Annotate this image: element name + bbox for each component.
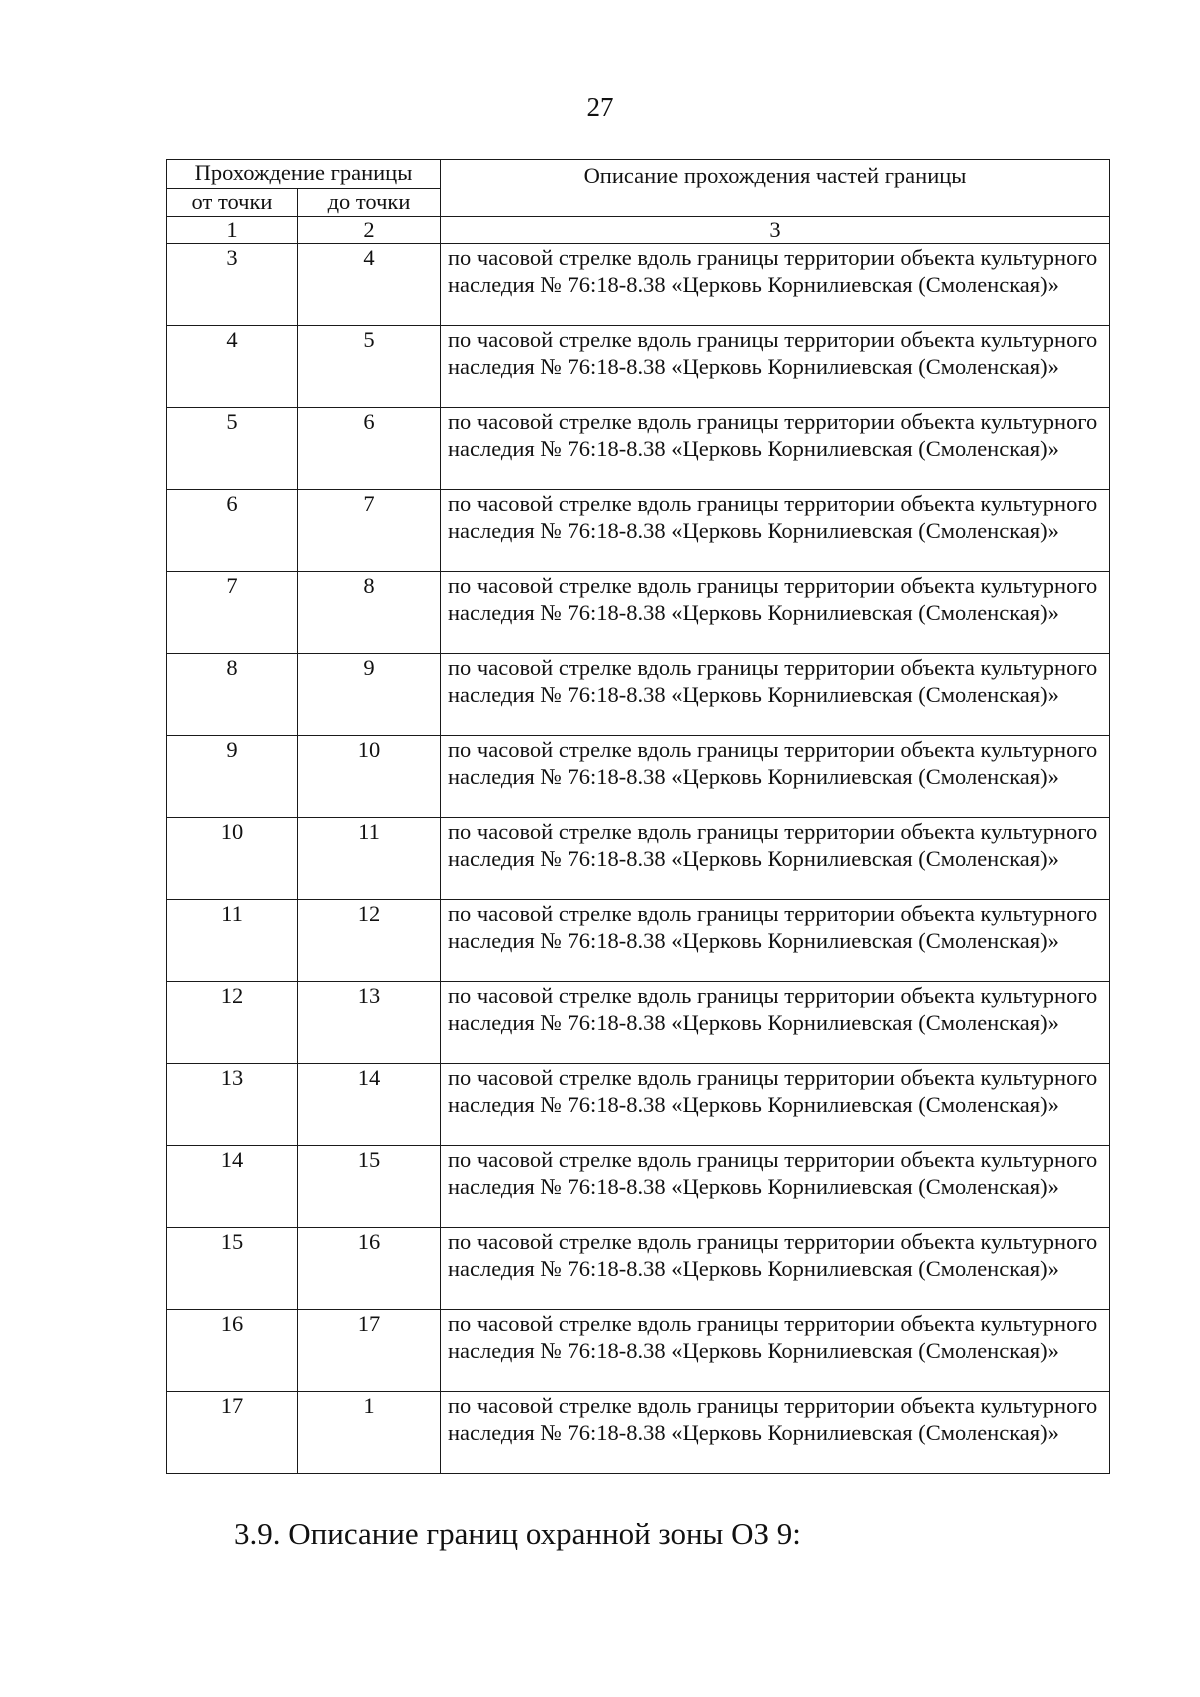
description-cell: по часовой стрелке вдоль границы территории объекта культурного наследия № 76:18-8.38 «Церковь Корнилиевская (Смоленская)» bbox=[441, 900, 1110, 982]
from-point-cell: 12 bbox=[167, 982, 298, 1064]
page-number: 27 bbox=[586, 92, 614, 122]
table-row bbox=[167, 982, 1110, 1064]
to-point-cell: 1 bbox=[298, 1392, 441, 1474]
to-point-cell: 9 bbox=[298, 654, 441, 736]
column-number-row bbox=[167, 217, 1110, 244]
table-row bbox=[167, 244, 1110, 326]
from-point-cell: 9 bbox=[167, 736, 298, 818]
to-point-cell: 15 bbox=[298, 1146, 441, 1228]
description-cell: по часовой стрелке вдоль границы территории объекта культурного наследия № 76:18-8.38 «Церковь Корнилиевская (Смоленская)» bbox=[441, 1146, 1110, 1228]
column-number: 2 bbox=[298, 217, 441, 244]
to-point-cell: 17 bbox=[298, 1310, 441, 1392]
from-point-cell: 13 bbox=[167, 1064, 298, 1146]
to-point-cell: 6 bbox=[298, 408, 441, 490]
description-cell: по часовой стрелке вдоль границы территории объекта культурного наследия № 76:18-8.38 «Церковь Корнилиевская (Смоленская)» bbox=[441, 982, 1110, 1064]
description-cell: по часовой стрелке вдоль границы территории объекта культурного наследия № 76:18-8.38 «Церковь Корнилиевская (Смоленская)» bbox=[441, 326, 1110, 408]
to-point-cell: 10 bbox=[298, 736, 441, 818]
table-header-row bbox=[167, 160, 1110, 189]
table-row bbox=[167, 1146, 1110, 1228]
section-heading: 3.9. Описание границ охранной зоны ОЗ 9: bbox=[234, 1516, 801, 1551]
from-point-cell: 4 bbox=[167, 326, 298, 408]
from-point-cell: 5 bbox=[167, 408, 298, 490]
header-boundary-passage: Прохождение границы bbox=[167, 160, 441, 189]
boundary-table bbox=[166, 159, 1110, 1474]
header-description: Описание прохождения частей границы bbox=[441, 160, 1110, 217]
description-cell: по часовой стрелке вдоль границы территории объекта культурного наследия № 76:18-8.38 «Церковь Корнилиевская (Смоленская)» bbox=[441, 244, 1110, 326]
description-cell: по часовой стрелке вдоль границы территории объекта культурного наследия № 76:18-8.38 «Церковь Корнилиевская (Смоленская)» bbox=[441, 1228, 1110, 1310]
table-row bbox=[167, 1310, 1110, 1392]
table-row bbox=[167, 736, 1110, 818]
table-row bbox=[167, 654, 1110, 736]
to-point-cell: 13 bbox=[298, 982, 441, 1064]
table-row bbox=[167, 326, 1110, 408]
table-row bbox=[167, 818, 1110, 900]
description-cell: по часовой стрелке вдоль границы территории объекта культурного наследия № 76:18-8.38 «Церковь Корнилиевская (Смоленская)» bbox=[441, 572, 1110, 654]
from-point-cell: 7 bbox=[167, 572, 298, 654]
to-point-cell: 4 bbox=[298, 244, 441, 326]
from-point-cell: 6 bbox=[167, 490, 298, 572]
from-point-cell: 14 bbox=[167, 1146, 298, 1228]
from-point-cell: 17 bbox=[167, 1392, 298, 1474]
table-row bbox=[167, 408, 1110, 490]
description-cell: по часовой стрелке вдоль границы территории объекта культурного наследия № 76:18-8.38 «Церковь Корнилиевская (Смоленская)» bbox=[441, 1392, 1110, 1474]
table-row bbox=[167, 900, 1110, 982]
description-cell: по часовой стрелке вдоль границы территории объекта культурного наследия № 76:18-8.38 «Церковь Корнилиевская (Смоленская)» bbox=[441, 408, 1110, 490]
description-cell: по часовой стрелке вдоль границы территории объекта культурного наследия № 76:18-8.38 «Церковь Корнилиевская (Смоленская)» bbox=[441, 490, 1110, 572]
description-cell: по часовой стрелке вдоль границы территории объекта культурного наследия № 76:18-8.38 «Церковь Корнилиевская (Смоленская)» bbox=[441, 818, 1110, 900]
description-cell: по часовой стрелке вдоль границы территории объекта культурного наследия № 76:18-8.38 «Церковь Корнилиевская (Смоленская)» bbox=[441, 1064, 1110, 1146]
table-row bbox=[167, 1228, 1110, 1310]
column-number: 1 bbox=[167, 217, 298, 244]
table-row bbox=[167, 490, 1110, 572]
table-row bbox=[167, 1064, 1110, 1146]
header-to-point: до точки bbox=[298, 189, 441, 217]
to-point-cell: 7 bbox=[298, 490, 441, 572]
from-point-cell: 11 bbox=[167, 900, 298, 982]
column-number: 3 bbox=[441, 217, 1110, 244]
table-row bbox=[167, 572, 1110, 654]
from-point-cell: 16 bbox=[167, 1310, 298, 1392]
to-point-cell: 5 bbox=[298, 326, 441, 408]
description-cell: по часовой стрелке вдоль границы территории объекта культурного наследия № 76:18-8.38 «Церковь Корнилиевская (Смоленская)» bbox=[441, 654, 1110, 736]
table-row bbox=[167, 1392, 1110, 1474]
to-point-cell: 12 bbox=[298, 900, 441, 982]
boundary-table-body bbox=[167, 160, 1110, 1474]
description-cell: по часовой стрелке вдоль границы территории объекта культурного наследия № 76:18-8.38 «Церковь Корнилиевская (Смоленская)» bbox=[441, 736, 1110, 818]
from-point-cell: 15 bbox=[167, 1228, 298, 1310]
from-point-cell: 3 bbox=[167, 244, 298, 326]
to-point-cell: 14 bbox=[298, 1064, 441, 1146]
to-point-cell: 11 bbox=[298, 818, 441, 900]
from-point-cell: 8 bbox=[167, 654, 298, 736]
description-cell: по часовой стрелке вдоль границы территории объекта культурного наследия № 76:18-8.38 «Церковь Корнилиевская (Смоленская)» bbox=[441, 1310, 1110, 1392]
to-point-cell: 16 bbox=[298, 1228, 441, 1310]
header-from-point: от точки bbox=[167, 189, 298, 217]
to-point-cell: 8 bbox=[298, 572, 441, 654]
from-point-cell: 10 bbox=[167, 818, 298, 900]
